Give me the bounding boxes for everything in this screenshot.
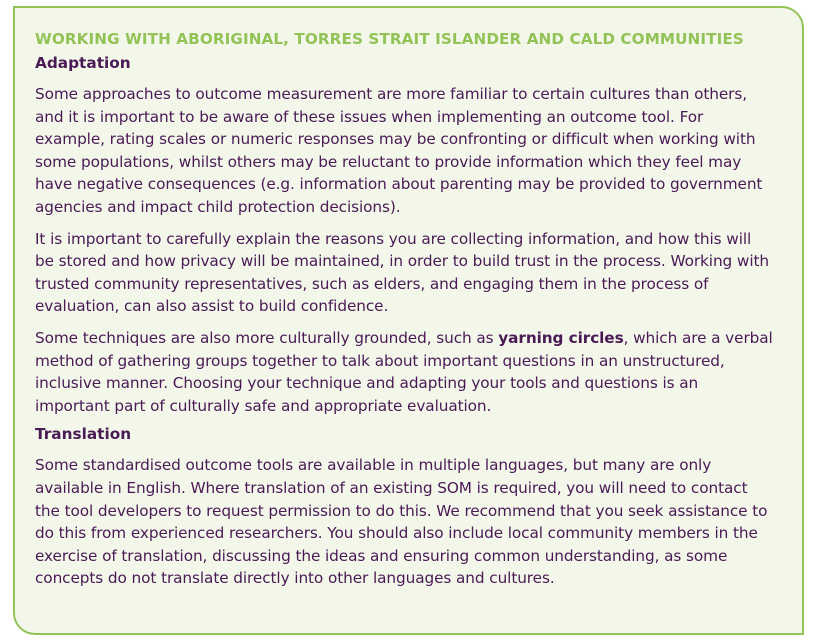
- panel-heading: WORKING WITH ABORIGINAL, TORRES STRAIT ISLANDER AND CALD COMMUNITIES: [35, 30, 744, 48]
- info-panel: [13, 6, 804, 635]
- adaptation-paragraph-2: It is important to carefully explain the reasons you are collecting information, and how this will be stored and how privacy will be maintained, in order to build trust in the process. Working with trusted community representatives, such as elders, and engaging them in the process of evaluation, can also assist to build confidence.: [35, 229, 769, 316]
- section-title-translation: Translation: [35, 425, 132, 444]
- paragraph-text: , which are a verbal method of gathering groups together to talk about important questions in an unstructured, inclusive manner. Choosing your technique and adapting your tools and questions is an important part of culturally safe and appropriate evaluation.: [35, 328, 773, 415]
- adaptation-paragraph-1: Some approaches to outcome measurement are more familiar to certain cultures than others, and it is important to be aware of these issues when implementing an outcome tool. For example, rating scales or numeric responses may be confronting or difficult when working with some populations, whilst others may be reluctant to provide information which they feel may have negative consequences (e.g. information about parenting may be provided to government agencies and impact child protection decisions).: [35, 85, 763, 216]
- section-title-adaptation: Adaptation: [35, 54, 131, 72]
- translation-paragraph-1: Some standardised outcome tools are available in multiple languages, but many are only available in English. Where translation of an existing SOM is required, you will need to contact the tool developers to request permission to do this. We recommend that you seek assistance to do this from experienced researchers. You should also include local community members in the exercise of translation, discussing the ideas and ensuring common understanding, as some concepts do not translate directly into other languages and cultures.: [35, 456, 768, 588]
- paragraph-text: Some techniques are also more culturally grounded, such as: [35, 328, 499, 347]
- highlight-term: yarning circles: [498, 328, 624, 347]
- adaptation-paragraph-3: [35, 327, 774, 417]
